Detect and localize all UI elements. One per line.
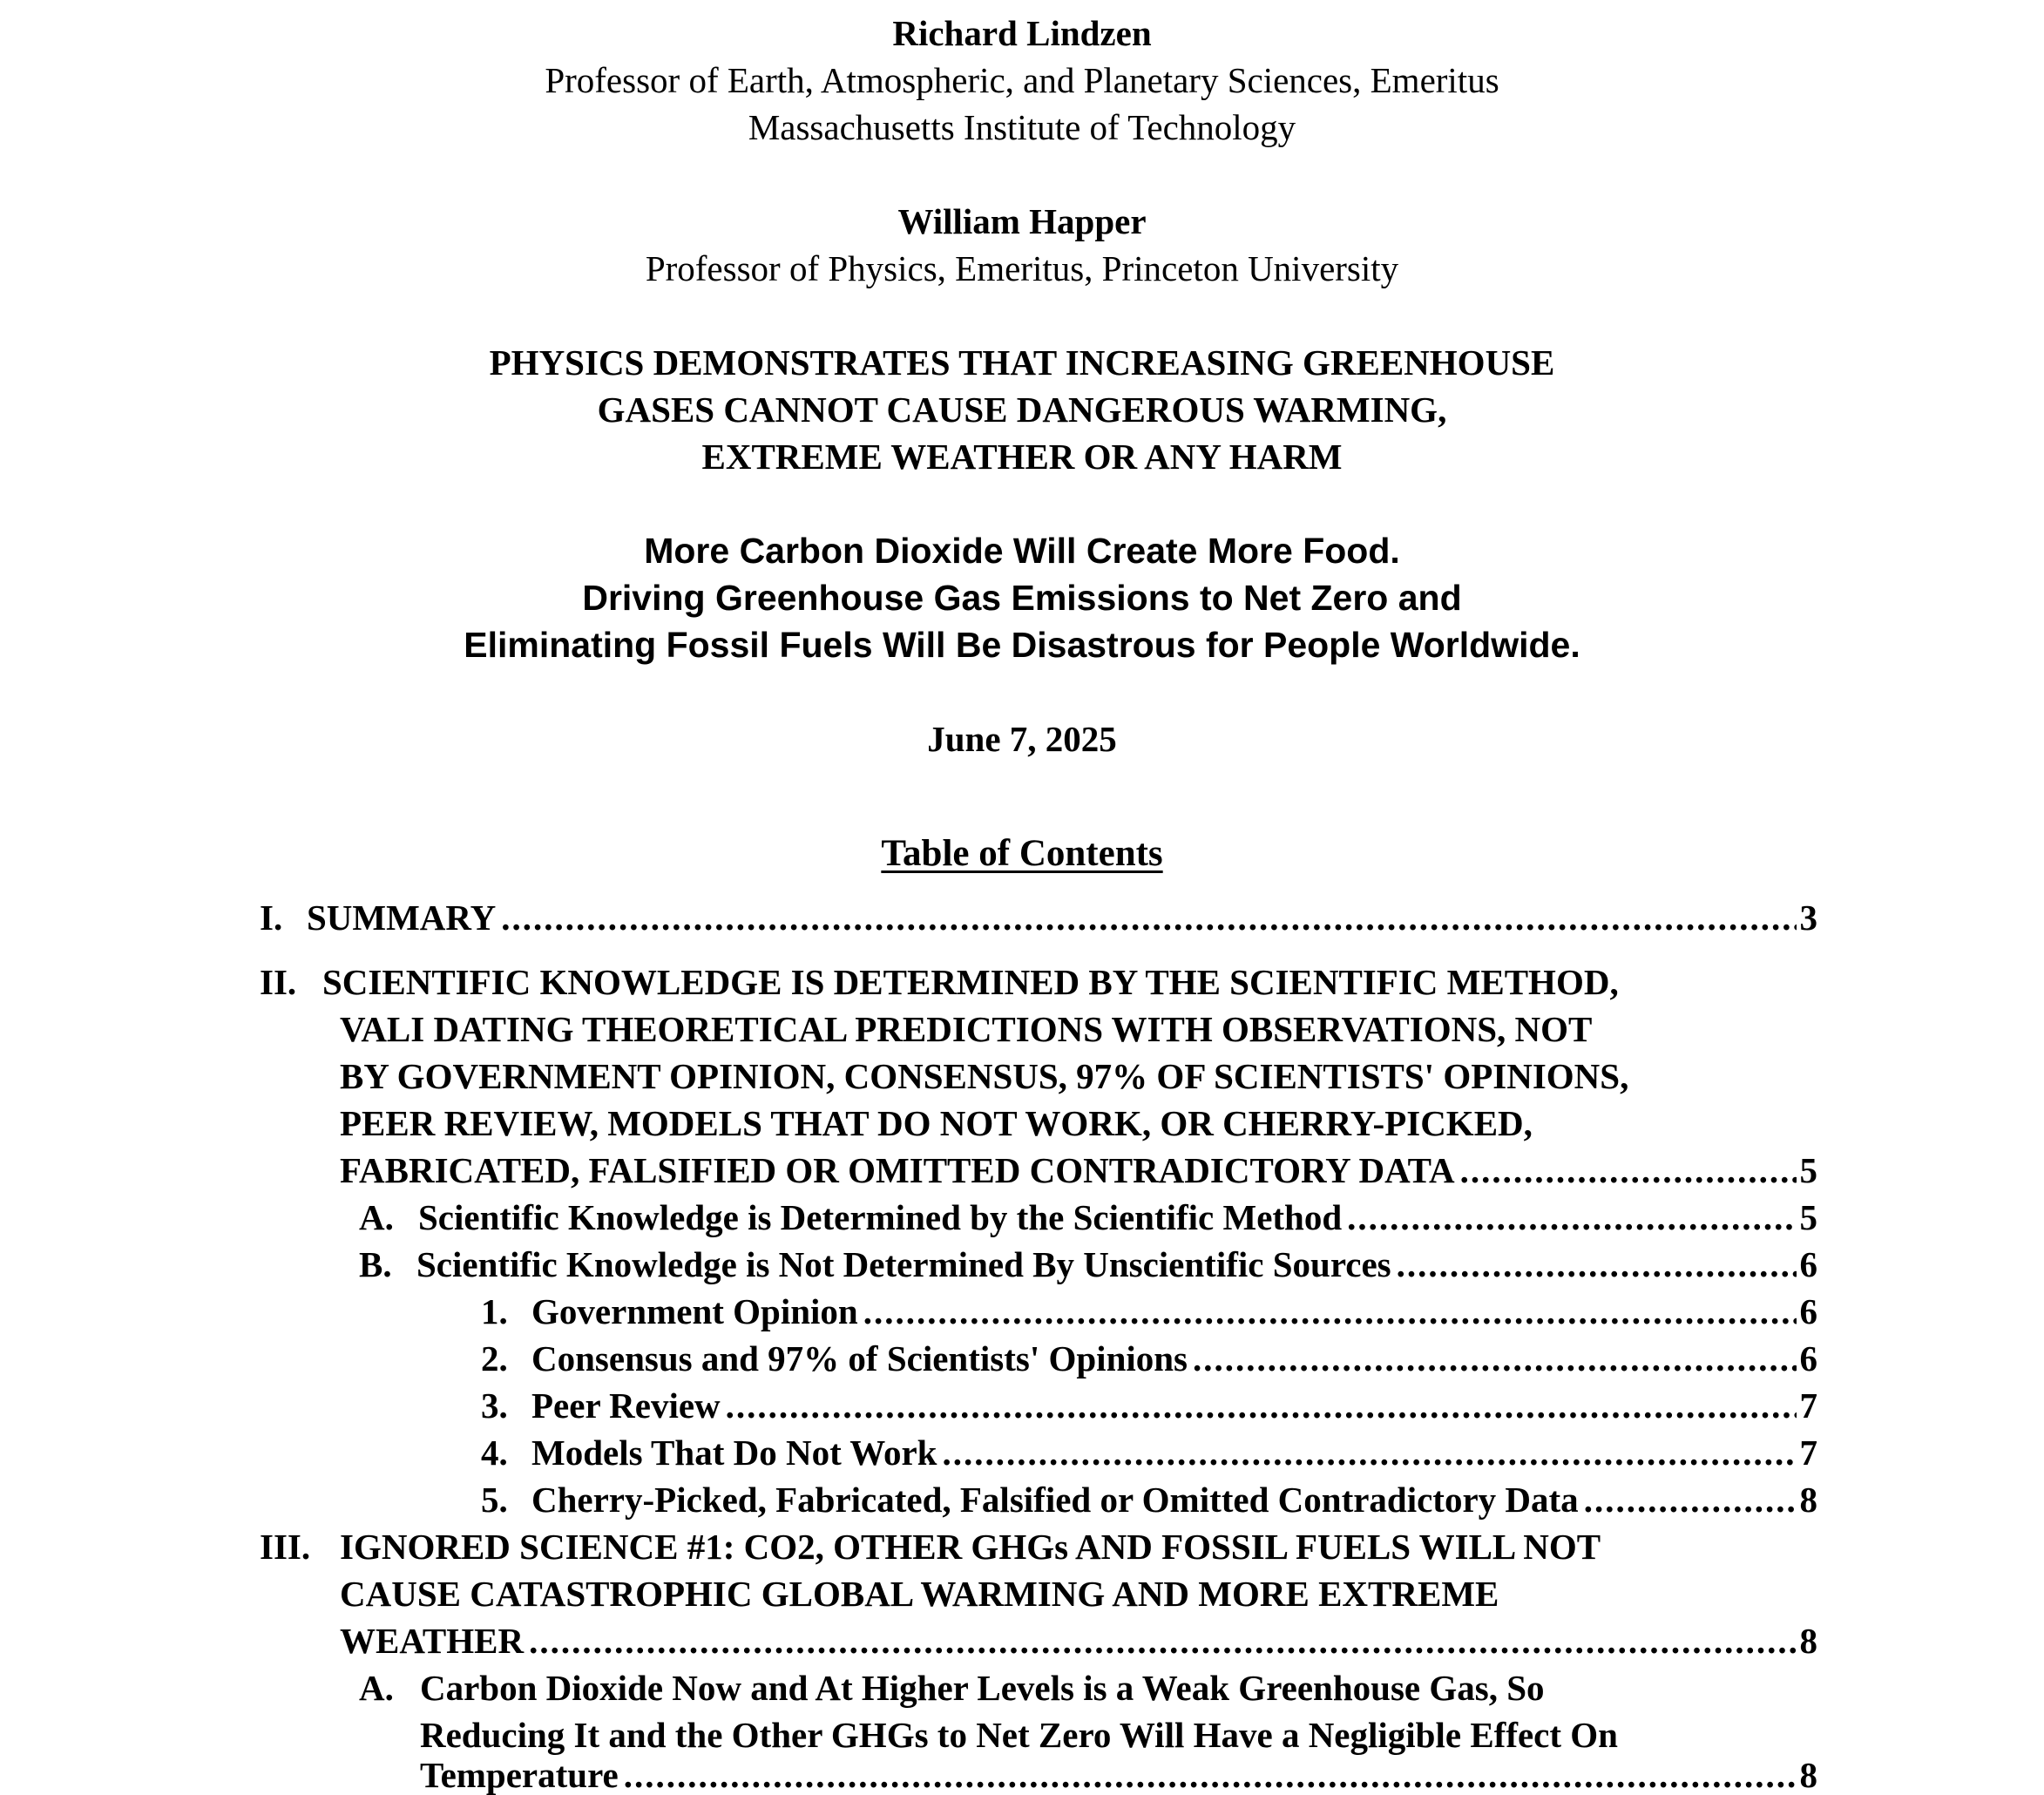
toc-heading-wrap (0, 835, 2044, 872)
toc-entry-title: Consensus and 97% of Scientists' Opinions (531, 1338, 1188, 1378)
toc-entry-section-2-cont[interactable] (340, 1009, 1593, 1049)
toc-entry-number: II. (260, 962, 297, 1002)
toc-leader-dots (529, 1623, 1796, 1659)
toc-leader-dots (1193, 1341, 1796, 1377)
toc-leader-dots (863, 1294, 1797, 1330)
toc-entry-section-2-cont[interactable] (340, 1103, 1533, 1143)
toc-entry-section-3-cont[interactable] (340, 1623, 1817, 1659)
toc-entry-title: VALI DATING THEORETICAL PREDICTIONS WITH OBSERVATIONS, NOT (340, 1009, 1593, 1049)
author-name: Richard Lindzen (892, 13, 1152, 53)
toc-entry-section-3a-cont[interactable] (420, 1717, 1618, 1753)
toc-entry-title: PEER REVIEW, MODELS THAT DO NOT WORK, OR CHERRY-PICKED, (340, 1103, 1533, 1143)
document-title: EXTREME WEATHER OR ANY HARM (701, 437, 1343, 477)
toc-entry-section-2a[interactable] (418, 1197, 1817, 1237)
toc-heading: Table of Contents (881, 833, 1163, 874)
toc-page-number: 6 (1799, 1338, 1817, 1378)
document-title: PHYSICS DEMONSTRATES THAT INCREASING GREENHOUSE (489, 342, 1555, 383)
toc-entry-section-2b3[interactable] (531, 1385, 1817, 1426)
toc-entry-title: Peer Review (531, 1385, 721, 1426)
toc-page-number: 7 (1799, 1433, 1817, 1473)
toc-entry-section-3-cont[interactable] (340, 1576, 1499, 1612)
toc-entry-number: 1. (481, 1291, 508, 1331)
toc-entry-number: 4. (481, 1433, 508, 1473)
toc-entry-title: CAUSE CATASTROPHIC GLOBAL WARMING AND MORE EXTREME (340, 1574, 1499, 1614)
toc-leader-dots (726, 1388, 1797, 1424)
toc-entry-section-2b[interactable] (416, 1244, 1817, 1284)
toc-entry-number: 2. (481, 1338, 508, 1378)
document-subtitle: More Carbon Dioxide Will Create More Food. (644, 531, 1400, 571)
toc-page-number: 5 (1799, 1197, 1817, 1237)
toc-entry-title: Government Opinion (531, 1291, 858, 1331)
toc-entry-section-3a-cont[interactable] (420, 1755, 1817, 1795)
toc-entry-section-2b4[interactable] (531, 1435, 1817, 1471)
toc-entry-section-2[interactable] (322, 962, 1619, 1002)
toc-entry-number: B. (359, 1244, 392, 1284)
author-affiliation: Massachusetts Institute of Technology (748, 107, 1296, 147)
toc-entry-section-2b5[interactable] (531, 1482, 1817, 1518)
toc-entry-number: 3. (481, 1385, 508, 1426)
toc-entry-title: Carbon Dioxide Now and At Higher Levels is a Weak Greenhouse Gas, So (420, 1668, 1545, 1708)
toc-leader-dots (1347, 1200, 1796, 1236)
document-title: GASES CANNOT CAUSE DANGEROUS WARMING, (597, 389, 1447, 430)
toc-page-number: 8 (1799, 1480, 1817, 1520)
toc-entry-title: Scientific Knowledge is Determined by the Scientific Method (418, 1197, 1343, 1237)
toc-entry-title: Reducing It and the Other GHGs to Net Zero Will Have a Negligible Effect On (420, 1715, 1618, 1755)
toc-page-number: 6 (1799, 1244, 1817, 1284)
toc-entry-title: FABRICATED, FALSIFIED OR OMITTED CONTRADICTORY DATA (340, 1150, 1455, 1190)
toc-page-number: 3 (1799, 898, 1817, 938)
toc-entry-number: 5. (481, 1480, 508, 1520)
toc-leader-dots (501, 900, 1796, 936)
toc-entry-section-2b1[interactable] (531, 1291, 1817, 1331)
toc-entry-summary[interactable] (307, 900, 1817, 936)
document-subtitle: Eliminating Fossil Fuels Will Be Disastrous for People Worldwide. (464, 625, 1580, 665)
toc-leader-dots (624, 1758, 1797, 1793)
toc-entry-number: A. (359, 1668, 394, 1708)
toc-leader-dots (1584, 1482, 1797, 1518)
author-name: William Happer (897, 201, 1147, 241)
toc-entry-title: SUMMARY (307, 898, 497, 938)
toc-entry-number: III. (260, 1527, 311, 1567)
toc-entry-number: I. (260, 898, 283, 938)
toc-leader-dots (942, 1435, 1796, 1471)
toc-page-number: 6 (1799, 1291, 1817, 1331)
author-affiliation: Professor of Physics, Emeritus, Princeton University (645, 248, 1399, 288)
toc-page-number: 8 (1799, 1755, 1817, 1795)
toc-leader-dots (1397, 1247, 1797, 1283)
toc-entry-section-3a[interactable] (420, 1670, 1545, 1706)
toc-entry-number: A. (359, 1197, 394, 1237)
author-affiliation: Professor of Earth, Atmospheric, and Planetary Sciences, Emeritus (545, 60, 1499, 100)
toc-entry-section-2-cont[interactable] (340, 1056, 1629, 1096)
toc-entry-title: BY GOVERNMENT OPINION, CONSENSUS, 97% OF SCIENTISTS' OPINIONS, (340, 1056, 1629, 1096)
toc-page-number: 8 (1799, 1621, 1817, 1661)
toc-leader-dots (1460, 1153, 1797, 1189)
toc-page-number: 5 (1799, 1150, 1817, 1190)
toc-entry-title: WEATHER (340, 1621, 525, 1661)
document-subtitle: Driving Greenhouse Gas Emissions to Net Zero and (582, 578, 1462, 618)
toc-entry-title: Scientific Knowledge is Not Determined By Unscientific Sources (416, 1244, 1391, 1284)
toc-entry-section-2-cont[interactable] (340, 1150, 1817, 1190)
toc-entry-title: Cherry-Picked, Fabricated, Falsified or Omitted Contradictory Data (531, 1480, 1579, 1520)
toc-entry-section-3[interactable] (340, 1529, 1601, 1565)
toc-entry-title: IGNORED SCIENCE #1: CO2, OTHER GHGs AND FOSSIL FUELS WILL NOT (340, 1527, 1601, 1567)
toc-page-number: 7 (1799, 1385, 1817, 1426)
toc-entry-title: Models That Do Not Work (531, 1433, 937, 1473)
toc-entry-title: SCIENTIFIC KNOWLEDGE IS DETERMINED BY THE SCIENTIFIC METHOD, (322, 962, 1619, 1002)
toc-entry-title: Temperature (420, 1755, 619, 1795)
document-date: June 7, 2025 (927, 719, 1117, 759)
toc-entry-section-2b2[interactable] (531, 1338, 1817, 1378)
